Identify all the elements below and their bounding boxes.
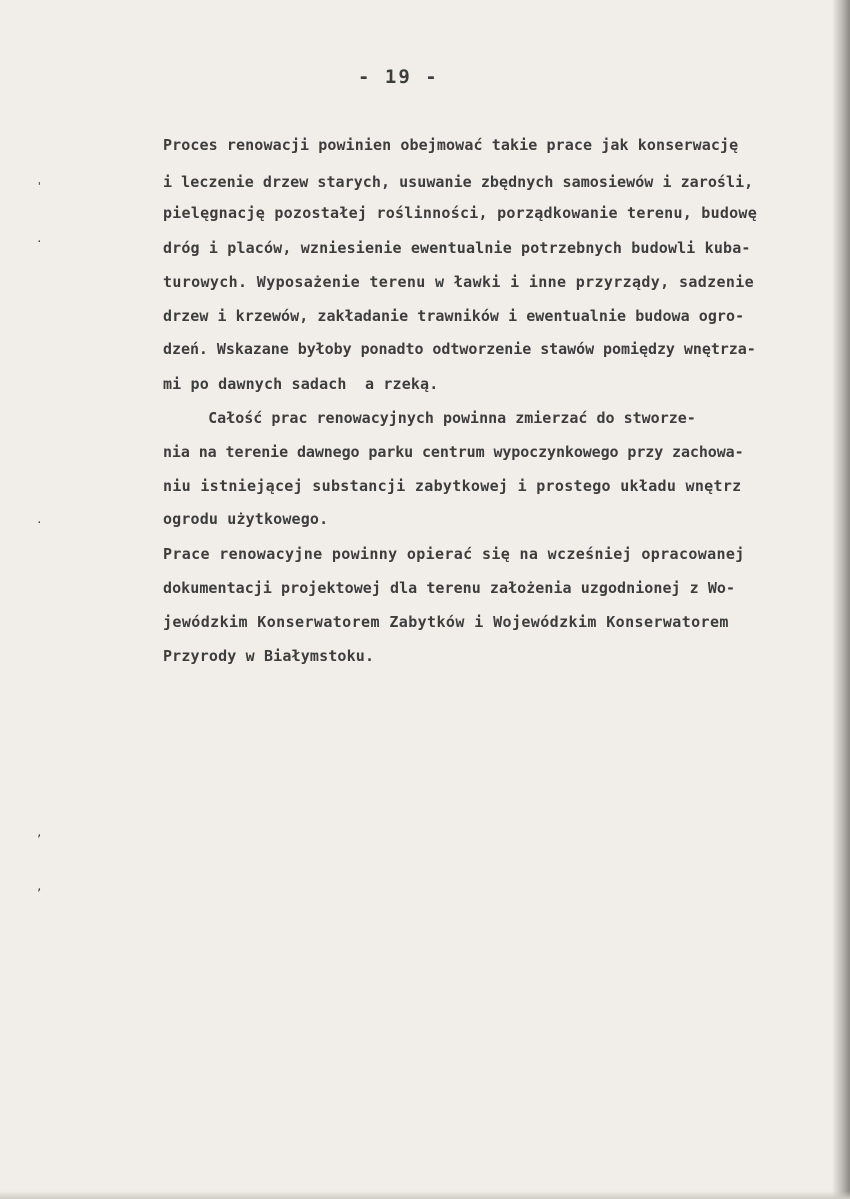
text-line: turowych. Wyposażenie terenu w ławki i inne przyrządy, sadzenie — [163, 273, 754, 291]
text-line: Proces renowacji powinien obejmować takie prace jak konserwację — [163, 136, 739, 154]
text-line: nia na terenie dawnego parku centrum wypoczynkowego przy zachowa- — [163, 443, 744, 461]
text-line: pielęgnację pozostałej roślinności, porządkowanie terenu, budowę — [163, 204, 757, 222]
text-line: dróg i placów, wzniesienie ewentualnie potrzebnych budowli kuba- — [163, 239, 751, 257]
page-edge-shadow — [832, 0, 850, 1199]
text-line: niu istniejącej substancji zabytkowej i prostego układu wnętrz — [163, 477, 742, 495]
text-line: Przyrody w Białymstoku. — [163, 647, 375, 665]
text-line: jewódzkim Konserwatorem Zabytków i Wojewódzkim Konserwatorem — [163, 613, 729, 631]
text-line: Całość prac renowacyjnych powinna zmierzać do stworze- — [163, 409, 696, 427]
text-line: i leczenie drzew starych, usuwanie zbędnych samosiewów i zarośli, — [163, 173, 754, 191]
text-line: drzew i krzewów, zakładanie trawników i ewentualnie budowa ogro- — [163, 307, 745, 325]
margin-mark: . — [36, 513, 43, 526]
text-line: Prace renowacyjne powinny opierać się na wcześniej opracowanej — [163, 545, 745, 563]
page-bottom-shadow — [0, 1191, 850, 1199]
text-line: dzeń. Wskazane byłoby ponadto odtworzenie stawów pomiędzy wnętrza- — [163, 340, 756, 358]
margin-mark: . — [36, 232, 43, 245]
text-line: dokumentacji projektowej dla terenu założenia uzgodnionej z Wo- — [163, 579, 736, 597]
margin-mark: , — [36, 880, 43, 893]
margin-mark: ' — [36, 180, 43, 193]
text-line: ogrodu użytkowego. — [163, 510, 329, 528]
margin-mark: , — [36, 826, 43, 839]
page-number: - 19 - — [358, 66, 439, 88]
text-line: mi po dawnych sadach a rzeką. — [163, 375, 439, 393]
